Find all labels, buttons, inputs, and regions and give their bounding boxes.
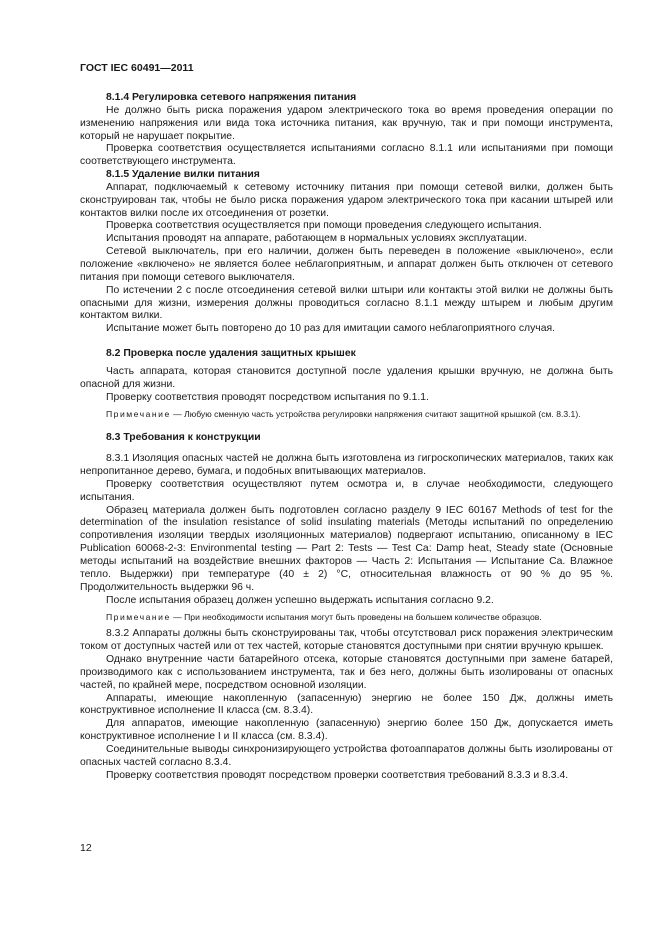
note-label: Примечание (106, 612, 171, 623)
paragraph: Испытания проводят на аппарате, работающем в нормальных условиях эксплуатации. (106, 233, 527, 245)
standard-designation: ГОСТ IEC 60491—2011 (80, 62, 194, 74)
note-text: — При необходимости испытания могут быть проведены на большем количестве образцов. (170, 612, 542, 623)
note-label: Примечание (106, 409, 171, 420)
paragraph: Проверку соответствия проводят посредством проверки соответствия требований 8.3.3 и 8.3.4. (106, 769, 569, 781)
heading-8-3: 8.3 Требования к конструкции (106, 432, 261, 444)
paragraph: Испытание может быть повторено до 10 раз для имитации самого неблагоприятного случая. (106, 323, 555, 335)
paragraph: Проверку соответствия осуществляют путем осмотра и, в случае необходимости, следующего испытания. (80, 478, 613, 503)
paragraph: Аппараты, имеющие накопленную (запасенную) энергию не более 150 Дж, должны иметь конструктивное исполнение II класса (см. 8.3.4). (80, 692, 613, 717)
paragraph: 8.3.1 Изоляция опасных частей не должна быть изготовлена из гигроскопических материалов, таких как непропитанное дерево, бумага, и подобных впитывающих материалов. (80, 453, 613, 478)
paragraph: 8.3.2 Аппараты должны быть сконструированы так, чтобы отсутствовал риск поражения электрическим током от доступных частей или от тех частей, которые становятся доступными при снятии вручную крышек. (80, 628, 613, 653)
paragraph: Образец материала должен быть подготовлен согласно разделу 9 IEC 60167 Methods of test for the determination of the insulation resistance of solid insulating materials (Методы испытаний по определению сопротивления изоляции твердых изоляционных материалов) подвергают испытанию, описанному в IEC Publication 60068-2-3: Environmental testing — Part 2: Tests — Test Ca: Damp heat, Steady state (Основные методы испытаний на воздействие внешних факторов — Часть 2: Испытания — Испытание Ca. Влажное тепло. Выдержки) при температуре (40 ± 2) °C, относительная влажность от 90 % до 95 %. Продолжительность выдержки 96 ч. (80, 504, 613, 593)
page-number: 12 (80, 842, 92, 854)
paragraph: Часть аппарата, которая становится доступной после удаления крышки вручную, не должна быть опасной для жизни. (80, 365, 613, 390)
document-body (80, 92, 613, 783)
heading-8-2: 8.2 Проверка после удаления защитных крышек (106, 348, 356, 360)
note (80, 409, 613, 420)
paragraph: Проверка соответствия осуществляется испытаниями согласно 8.1.1 или испытаниями при помощи соответствующего инструмента. (80, 143, 613, 168)
paragraph: Проверку соответствия проводят посредством испытания по 9.1.1. (106, 391, 429, 403)
paragraph: Сетевой выключатель, при его наличии, должен быть переведен в положение «выключено», если положение «включено» не является более неблагоприятным, и аппарат должен быть отключен от сетевого питания при помощи сетевого выключателя. (80, 246, 613, 283)
paragraph: Не должно быть риска поражения ударом электрического тока во время проведения операции по изменению напряжения или вида тока источника питания, как вручную, так и при помощи инструмента, который не нарушает покрытие. (80, 104, 613, 142)
paragraph: После испытания образец должен успешно выдержать испытания согласно 9.2. (106, 594, 494, 606)
paragraph: Проверка соответствия осуществляется при помощи проведения следующего испытания. (106, 220, 542, 232)
note-text: — Любую сменную часть устройства регулировки напряжения считают защитной крышкой (см. 8.3.1). (170, 409, 581, 420)
paragraph: Однако внутренние части батарейного отсека, которые становятся доступными при замене батарей, производимого как с использованием инструмента, так и без него, должны быть изолированы от опасных частей, по крайней мере, посредством основной изоляции. (80, 654, 613, 691)
paragraph: Аппарат, подключаемый к сетевому источнику питания при помощи сетевой вилки, должен быть сконструирован так, чтобы не было риска поражения ударом электрического тока при касании штырей или контактов вилки после их отсоединения от розетки. (80, 181, 613, 219)
note (80, 612, 613, 623)
paragraph: Для аппаратов, имеющие накопленную (запасенную) энергию более 150 Дж, допускается иметь конструктивное исполнение I и II класса (см. 8.3.4). (80, 718, 613, 743)
heading-8-1-5: 8.1.5 Удаление вилки питания (106, 169, 260, 181)
heading-8-1-4: 8.1.4 Регулировка сетевого напряжения питания (106, 92, 357, 103)
paragraph: По истечении 2 с после отсоединения сетевой вилки штыри или контакты этой вилки не должны быть опасными для жизни, измерения должны проводиться согласно 8.1.1 между штырем и любым другим контактом вилки. (80, 284, 613, 322)
paragraph: Соединительные выводы синхронизирующего устройства фотоаппаратов должны быть изолированы от опасных частей согласно 8.3.4. (80, 743, 613, 768)
